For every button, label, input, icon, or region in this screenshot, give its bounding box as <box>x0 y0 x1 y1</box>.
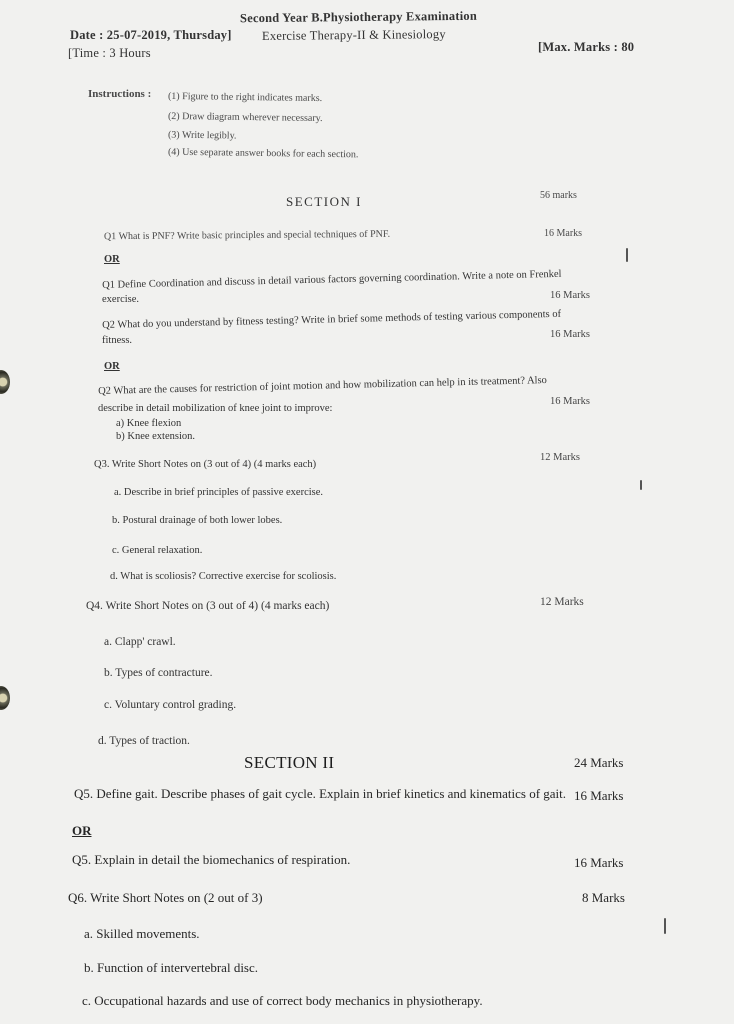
list-item: d. What is scoliosis? Corrective exercise for scoliosis. <box>110 571 337 582</box>
section-marks: 56 marks <box>540 190 577 201</box>
scan-mark <box>664 918 666 934</box>
list-item: c. Voluntary control grading. <box>104 699 237 711</box>
list-item: b. Types of contracture. <box>104 667 213 679</box>
list-item: b. Function of intervertebral disc. <box>84 960 259 975</box>
instruction-item: (2) Draw diagram wherever necessary. <box>167 110 323 125</box>
sub-item: a) Knee flexion <box>116 418 182 429</box>
question-text: Q1 What is PNF? Write basic principles and special techniques of PNF. <box>103 228 391 243</box>
question-text: Q1 Define Coordination and discuss in detail various factors governing coordination. Write a note on Frenkel <box>102 268 562 291</box>
list-item: d. Types of traction. <box>98 735 190 747</box>
exam-date: Date : 25-07-2019, Thursday] <box>70 28 232 42</box>
question-text: Q2 What do you understand by fitness testing? Write in brief some methods of testing various components of <box>102 308 562 331</box>
question-text: Q4. Write Short Notes on (3 out of 4) (4 marks each) <box>86 600 330 612</box>
question-marks: 12 Marks <box>540 452 580 463</box>
list-item: c. General relaxation. <box>112 545 203 556</box>
question-marks: 16 Marks <box>574 788 624 803</box>
or-label: OR <box>72 823 92 838</box>
question-text: Q5. Explain in detail the biomechanics of respiration. <box>72 852 351 867</box>
question-marks: 16 Marks <box>574 855 624 870</box>
scan-mark <box>626 248 628 262</box>
question-marks: 16 Marks <box>544 228 583 239</box>
question-marks: 16 Marks <box>550 396 590 407</box>
instructions-label: Instructions : <box>88 88 152 100</box>
question-text: fitness. <box>102 335 133 346</box>
question-text: Q5. Define gait. Describe phases of gait cycle. Explain in brief kinetics and kinematics of gait. <box>74 786 567 801</box>
or-label: OR <box>104 361 120 372</box>
list-item: b. Postural drainage of both lower lobes. <box>112 515 283 526</box>
binder-ring-icon <box>0 686 10 710</box>
max-marks: [Max. Marks : 80 <box>538 40 635 54</box>
question-marks: 16 Marks <box>550 290 590 301</box>
question-marks: 8 Marks <box>582 890 625 905</box>
exam-time: [Time : 3 Hours <box>68 46 151 60</box>
question-marks: 12 Marks <box>540 596 584 608</box>
exam-title: Second Year B.Physiotherapy Examination <box>239 8 478 26</box>
list-item: a. Describe in brief principles of passive exercise. <box>114 487 324 498</box>
section-marks: 24 Marks <box>574 755 624 770</box>
question-text: Q2 What are the causes for restriction of joint motion and how mobilization can help in its treatment? Also <box>98 375 548 397</box>
sub-item: b) Knee extension. <box>116 431 196 442</box>
instruction-item: (4) Use separate answer books for each section. <box>167 146 359 161</box>
instruction-item: (1) Figure to the right indicates marks. <box>167 90 323 105</box>
scan-mark <box>640 480 642 490</box>
question-marks: 16 Marks <box>550 329 590 340</box>
list-item: a. Skilled movements. <box>84 926 200 941</box>
question-text: exercise. <box>102 294 140 305</box>
list-item: c. Occupational hazards and use of correct body mechanics in physiotherapy. <box>82 993 483 1008</box>
section-title: SECTION II <box>244 753 335 772</box>
question-text: describe in detail mobilization of knee joint to improve: <box>98 403 333 414</box>
or-label: OR <box>104 254 120 265</box>
list-item: a. Clapp' crawl. <box>104 636 176 648</box>
question-text: Q6. Write Short Notes on (2 out of 3) <box>68 890 263 905</box>
section-title: SECTION I <box>286 194 362 209</box>
question-text: Q3. Write Short Notes on (3 out of 4) (4 marks each) <box>94 459 317 470</box>
binder-ring-icon <box>0 370 10 394</box>
subject-title: Exercise Therapy-II & Kinesiology <box>261 27 446 43</box>
instruction-item: (3) Write legibly. <box>167 129 237 142</box>
